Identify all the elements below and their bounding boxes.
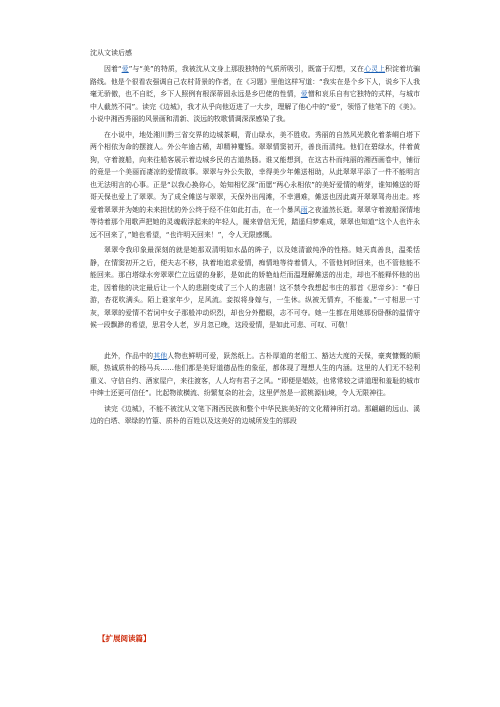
extended-reading-heading: 【扩展阅读篇】 xyxy=(98,634,151,643)
link-heart[interactable]: 心灵上 xyxy=(364,65,386,73)
article xyxy=(90,48,420,431)
article-title: 沈从文读后感 xyxy=(90,49,132,57)
paragraph-2 xyxy=(90,129,420,242)
text-run: 因着“ xyxy=(104,65,122,73)
text-run: 在小说中，地处湘川黔三省交界的边城茶峒，青山绿水，美不胜收。秀丽的自然风光教化着茶峒白塔下两个相依为命的摆渡人。外公年逾古稀，却精神矍铄。翠翠情窦初开，善良而清纯。他们在碧绿水，伴着黄狗，守着渡船，向来往船客展示着边城乡民的古道热肠。谁又能想到，在这古朴而纯丽的湘西画卷中，铺衍的竟是一个美丽而凄凉的爱情故事。翠翠与外公失散，幸得美少年傩送相助，从此翠翠平添了一件不能明言也无法明言的心事。正是“以我心换你心，始知相忆深”而愿“两心永相依”的美好爱情的萌芽，谁知傩送的哥哥天保也爱上了翠翠。为了成全傩送与翠翠，天保外出闯滩，不幸遇难，傩送也因此离开翠翠驾舟出走。疼爱着翠翠并为她的未来担忧的外公终于经不住如此打击，在一个暴风 xyxy=(90,130,420,214)
text-run: 人物也鲜明可爱，跃然纸上。古朴厚道的老船工、豁达大度的天保，豪爽慷慨的顺顺，热诚质朴的杨马兵……他们都是美好道德品性的象征，都体现了理想人生的内涵。这里的人们无不轻利重义、守信自约、酒家屋户，来往渡客，人人均有君子之风。“即便是娼妓，也常常较之讲道理和羞耻的城市中绅士还更可信任”。比起物欲横流、纷繁复杂的社会，这里俨然是一派桃源仙境，令人无限神往。 xyxy=(90,351,421,397)
paragraph-3: 翠翠令我印象最深刻的就是她那双清明如水晶的眸子，以及她清澈纯净的性格。她天真善良，温柔恬静，在情窦初开之后，便夫志不移，执着地追求爱情，痴情地等待着情人，不管他何时回来，也不管他能不能回来。那白塔绿水旁翠翠伫立远望的身影，是如此的娇艳灿烂而温理解傩送的出走，却也不能释怀他的出走，因着他的决定最后让一个人的悲剧变成了三个人的悲剧！这不禁令我想起韦庄的那首《思帝乡》：“春日游，杏花吹满头。陌上谁家年少，足风流。妾拟将身嫁与，一生休。纵被无情弃，不能羞。”一寸相思一寸灰，翠翠的爱情不若词中女子那般冲动炽烈，却也分外醋眼，志不可夺。她一生都在用她那份卧酥的温情守候一段飘渺的希望，思君令人老，岁月忽已晚，这段爱情，是如此可悲、可叹、可敬！ xyxy=(90,246,420,329)
text-run: 憎和哀乐自有它独特的式样，与城市中人截然不同”。读完《边城》，我才从乎向他迈进了一大步，理解了他心中的“爱”，领悟了他笔下的《美》。小说中湘西秀丽的风景画和清新、淡远的牧歌情调深深感染了我。 xyxy=(90,90,421,123)
paragraph-5: 读完《边城》，不能不被沈从文笔下湘西民族和整个中华民族美好的文化精神所打动。那翩翩的远山、溪边的白塔、翠绿的竹篁、质朴的百姓以及这美好的边城所发生的那段 xyxy=(90,404,420,425)
text-run: 积淀着坑骗路线。他是个很看农强调自己农村背景的作者，在《习题》里他这样写道：“我实在是个乡下人，说乡下人我毫无骄傲，也不自眨，乡下人照例有根深蒂固永远是乡巴佬的性情， xyxy=(90,65,421,98)
text-run: 此外，作品中的 xyxy=(104,351,154,360)
link-other[interactable]: 其他 xyxy=(153,351,168,360)
paragraph-4 xyxy=(90,350,420,400)
link-rain[interactable]: 雨 xyxy=(300,205,308,214)
link-love-2[interactable]: 爱 xyxy=(300,90,308,98)
text-run: 之夜溘然长逝。翠翠守着渡船深情地等待着那个用歌声把她的灵魂载浮起来的年轻人，履来曾信无凭，踏遥归梦难成，翠翠也知道“这个人也许永远不回来了，”她也希望，“也许明天回来！”，令人无限感慨。 xyxy=(90,205,421,239)
text-run: ”与“美”的特质，我被沈从文身上那股独特的气质所吸引，既富于幻想，又在 xyxy=(128,65,365,73)
link-love[interactable]: 爱 xyxy=(121,65,129,73)
paragraph-1 xyxy=(90,63,420,126)
